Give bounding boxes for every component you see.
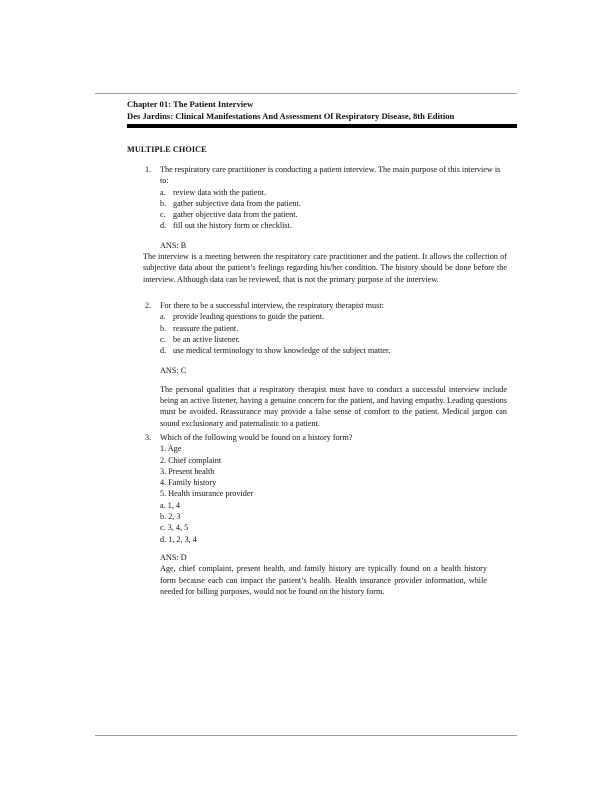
answer-option: c. gather objective data from the patient. xyxy=(160,210,298,220)
document-header xyxy=(127,99,519,122)
answer-choice: a. 1, 4 xyxy=(160,500,181,510)
rationale: The interview is a meeting between the respiratory care practitioner and the patient. It allows the collection of subjective data about the patient’s feelings regarding his/her condition. The history should be done before the interview. Although data can be reviewed, that is not the primary purpose of the interview. xyxy=(143,252,507,284)
header-thick-rule xyxy=(127,124,517,128)
question-1 xyxy=(145,164,507,285)
question-stem: For there to be a successful interview, the respiratory therapist must: xyxy=(160,301,384,310)
answer-choice: c. 3, 4, 5 xyxy=(160,523,189,533)
chapter-title: Chapter 01: The Patient Interview xyxy=(127,99,254,109)
answer-choice: d. 1, 2, 3, 4 xyxy=(160,534,197,544)
answer-choice: b. 2, 3 xyxy=(160,512,181,522)
question-number: 3. xyxy=(145,433,152,442)
list-item: 4. Family history xyxy=(160,478,217,488)
question-number: 1. xyxy=(145,165,152,174)
question-number: 2. xyxy=(145,301,152,310)
question-2 xyxy=(145,300,507,429)
answer-option: b. gather subjective data from the patient. xyxy=(160,198,301,208)
question-3 xyxy=(145,432,507,597)
answer-option: b. reassure the patient. xyxy=(160,323,239,333)
rationale: The personal qualities that a respiratory therapist must have to conduct a successful interview include being an active listener, having a genuine concern for the patient, and having empathy. Leading questions must be avoided. Reassurance may provide a false sense of comfort to the patient. Medical jargon can sound exclusionary and paternalistic to a patient. xyxy=(160,384,507,428)
answer-key: ANS: B xyxy=(160,240,187,250)
bottom-divider xyxy=(95,735,517,736)
answer-option: a. review data with the patient. xyxy=(160,187,266,197)
answer-key: ANS: D xyxy=(160,552,187,562)
answer-key: ANS: C xyxy=(160,366,187,376)
top-divider xyxy=(95,93,517,94)
question-stem: Which of the following would be found on a history form? xyxy=(160,433,353,442)
answer-option: a. provide leading questions to guide the patient. xyxy=(160,312,325,322)
answer-option: d. fill out the history form or checklist. xyxy=(160,221,292,231)
section-title: MULTIPLE CHOICE xyxy=(127,145,207,154)
list-item: 3. Present health xyxy=(160,466,215,476)
question-stem: The respiratory care practitioner is conducting a patient interview. The main purpose of this interview is to: xyxy=(160,165,501,186)
list-item: 1. Age xyxy=(160,444,182,454)
answer-option: d. use medical terminology to show knowledge of the subject matter. xyxy=(160,346,391,356)
list-item: 2. Chief complaint xyxy=(160,455,222,465)
answer-option: c. be an active listener. xyxy=(160,334,240,344)
list-item: 5. Health insurance provider xyxy=(160,489,254,499)
book-title: Des Jardins: Clinical Manifestations And Assessment Of Respiratory Disease, 8th Edition xyxy=(127,110,455,121)
rationale: Age, chief complaint, present health, and family history are typically found on a health history form because each can impact the patient’s health. Health insurance provider information, while needed for billing purposes, would not be found on the history form. xyxy=(160,564,487,596)
